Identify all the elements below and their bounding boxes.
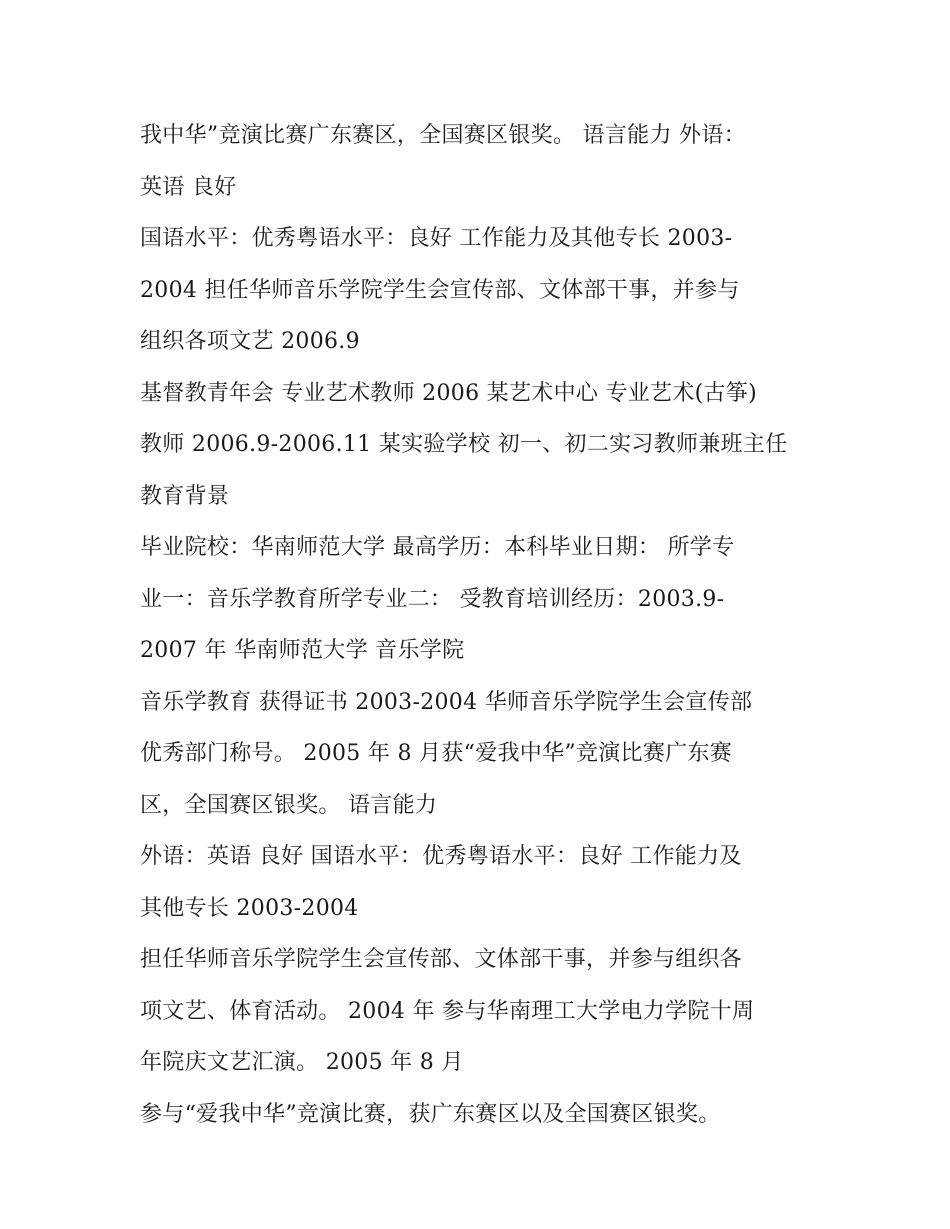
document-body [140,110,820,1140]
text-line: 我中华”竞演比赛广东赛区，全国赛区银奖。 语言能力 外语： [140,123,746,148]
text-line: 其他专长 2003-2004 [140,895,359,921]
text-line: 参与“爱我中华”竞演比赛，获广东赛区以及全国赛区银奖。 [140,1101,721,1127]
text-line: 外语：英语 良好 国语水平：优秀粤语水平：良好 工作能力及 [140,844,742,869]
text-line: 国语水平：优秀粤语水平：良好 工作能力及其他专长 2003- [140,226,733,251]
text-line: 英语 良好 [140,174,237,200]
text-line: 基督教青年会 专业艺术教师 2006 某艺术中心 专业艺术(古筝) [140,380,758,406]
text-line: 组织各项文艺 2006.9 [140,329,360,354]
text-line: 2004 担任华师音乐学院学生会宣传部、文体部干事，并参与 [140,277,740,303]
text-line: 担任华师音乐学院学生会宣传部、文体部干事，并参与组织各 [140,947,743,972]
text-line: 音乐学教育 获得证书 2003-2004 华师音乐学院学生会宣传部 [140,689,753,715]
text-line: 业一：音乐学教育所学专业二： 受教育培训经历：2003.9- [140,586,725,612]
text-line: 优秀部门称号。 2005 年 8 月获“爱我中华”竞演比赛广东赛 [140,741,733,766]
text-line: 年院庆文艺汇演。 2005 年 8 月 [140,1050,464,1075]
text-line: 项文艺、体育活动。 2004 年 参与华南理工大学电力学院十周 [140,998,755,1024]
text-line: 教师 2006.9-2006.11 某实验学校 初一、初二实习教师兼班主任 [140,432,788,457]
text-line: 2007 年 华南师范大学 音乐学院 [140,638,465,663]
text-line: 区，全国赛区银奖。 语言能力 [140,792,438,818]
text-line: 毕业院校：华南师范大学 最高学历：本科毕业日期： 所学专 [140,535,735,560]
section-heading: 教育背景 [140,483,230,509]
